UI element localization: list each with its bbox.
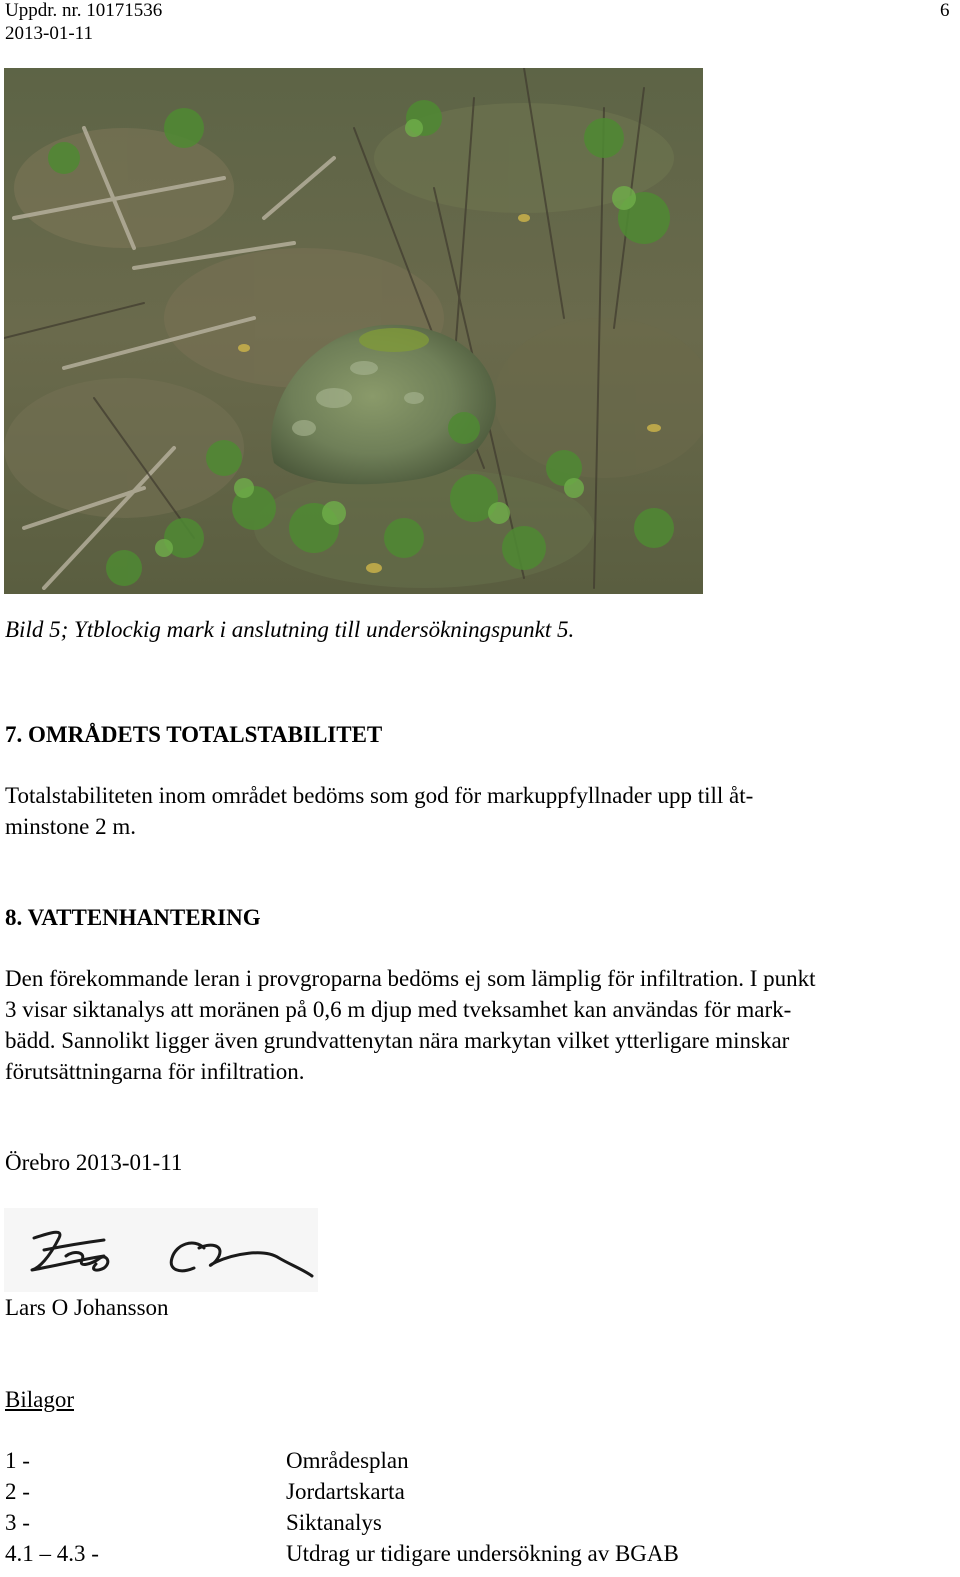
appendix-3-number: 3 - (5, 1510, 30, 1535)
appendix-2-title: Jordartskarta (286, 1479, 405, 1504)
appendix-4-number: 4.1 – 4.3 - (5, 1541, 99, 1566)
section-8-line-2: 3 visar siktanalys att moränen på 0,6 m djup med tveksamhet kan användas för mark- (5, 997, 792, 1022)
order-number: Uppdr. nr. 10171536 (5, 0, 163, 21)
section-7-heading: 7. OMRÅDETS TOTALSTABILITET (5, 722, 383, 747)
section-8-line-1: Den förekommande leran i provgroparna bedöms ej som lämplig för infiltration. I punkt (5, 966, 816, 991)
appendices-heading: Bilagor (5, 1387, 74, 1412)
signer-name: Lars O Johansson (5, 1295, 169, 1320)
appendix-4-title: Utdrag ur tidigare undersökning av BGAB (286, 1541, 679, 1566)
section-7-line-1: Totalstabiliteten inom området bedöms som god för markuppfyllnader upp till åt- (5, 783, 754, 808)
section-7-line-2: minstone 2 m. (5, 814, 136, 839)
boulder-photo (4, 68, 703, 594)
handwritten-signature (4, 1208, 318, 1292)
photo-caption: Bild 5; Ytblockig mark i anslutning till undersökningspunkt 5. (5, 617, 575, 642)
appendix-2-number: 2 - (5, 1479, 30, 1504)
page-number: 6 (940, 0, 950, 21)
appendix-3-title: Siktanalys (286, 1510, 382, 1535)
header-date: 2013-01-11 (5, 23, 93, 44)
section-8-heading: 8. VATTENHANTERING (5, 905, 261, 930)
appendix-1-title: Områdesplan (286, 1448, 409, 1473)
section-8-line-4: förutsättningarna för infiltration. (5, 1059, 305, 1084)
place-date: Örebro 2013-01-11 (5, 1150, 183, 1175)
section-8-line-3: bädd. Sannolikt ligger även grundvattenytan nära markytan vilket ytterligare minskar (5, 1028, 790, 1053)
appendix-1-number: 1 - (5, 1448, 30, 1473)
